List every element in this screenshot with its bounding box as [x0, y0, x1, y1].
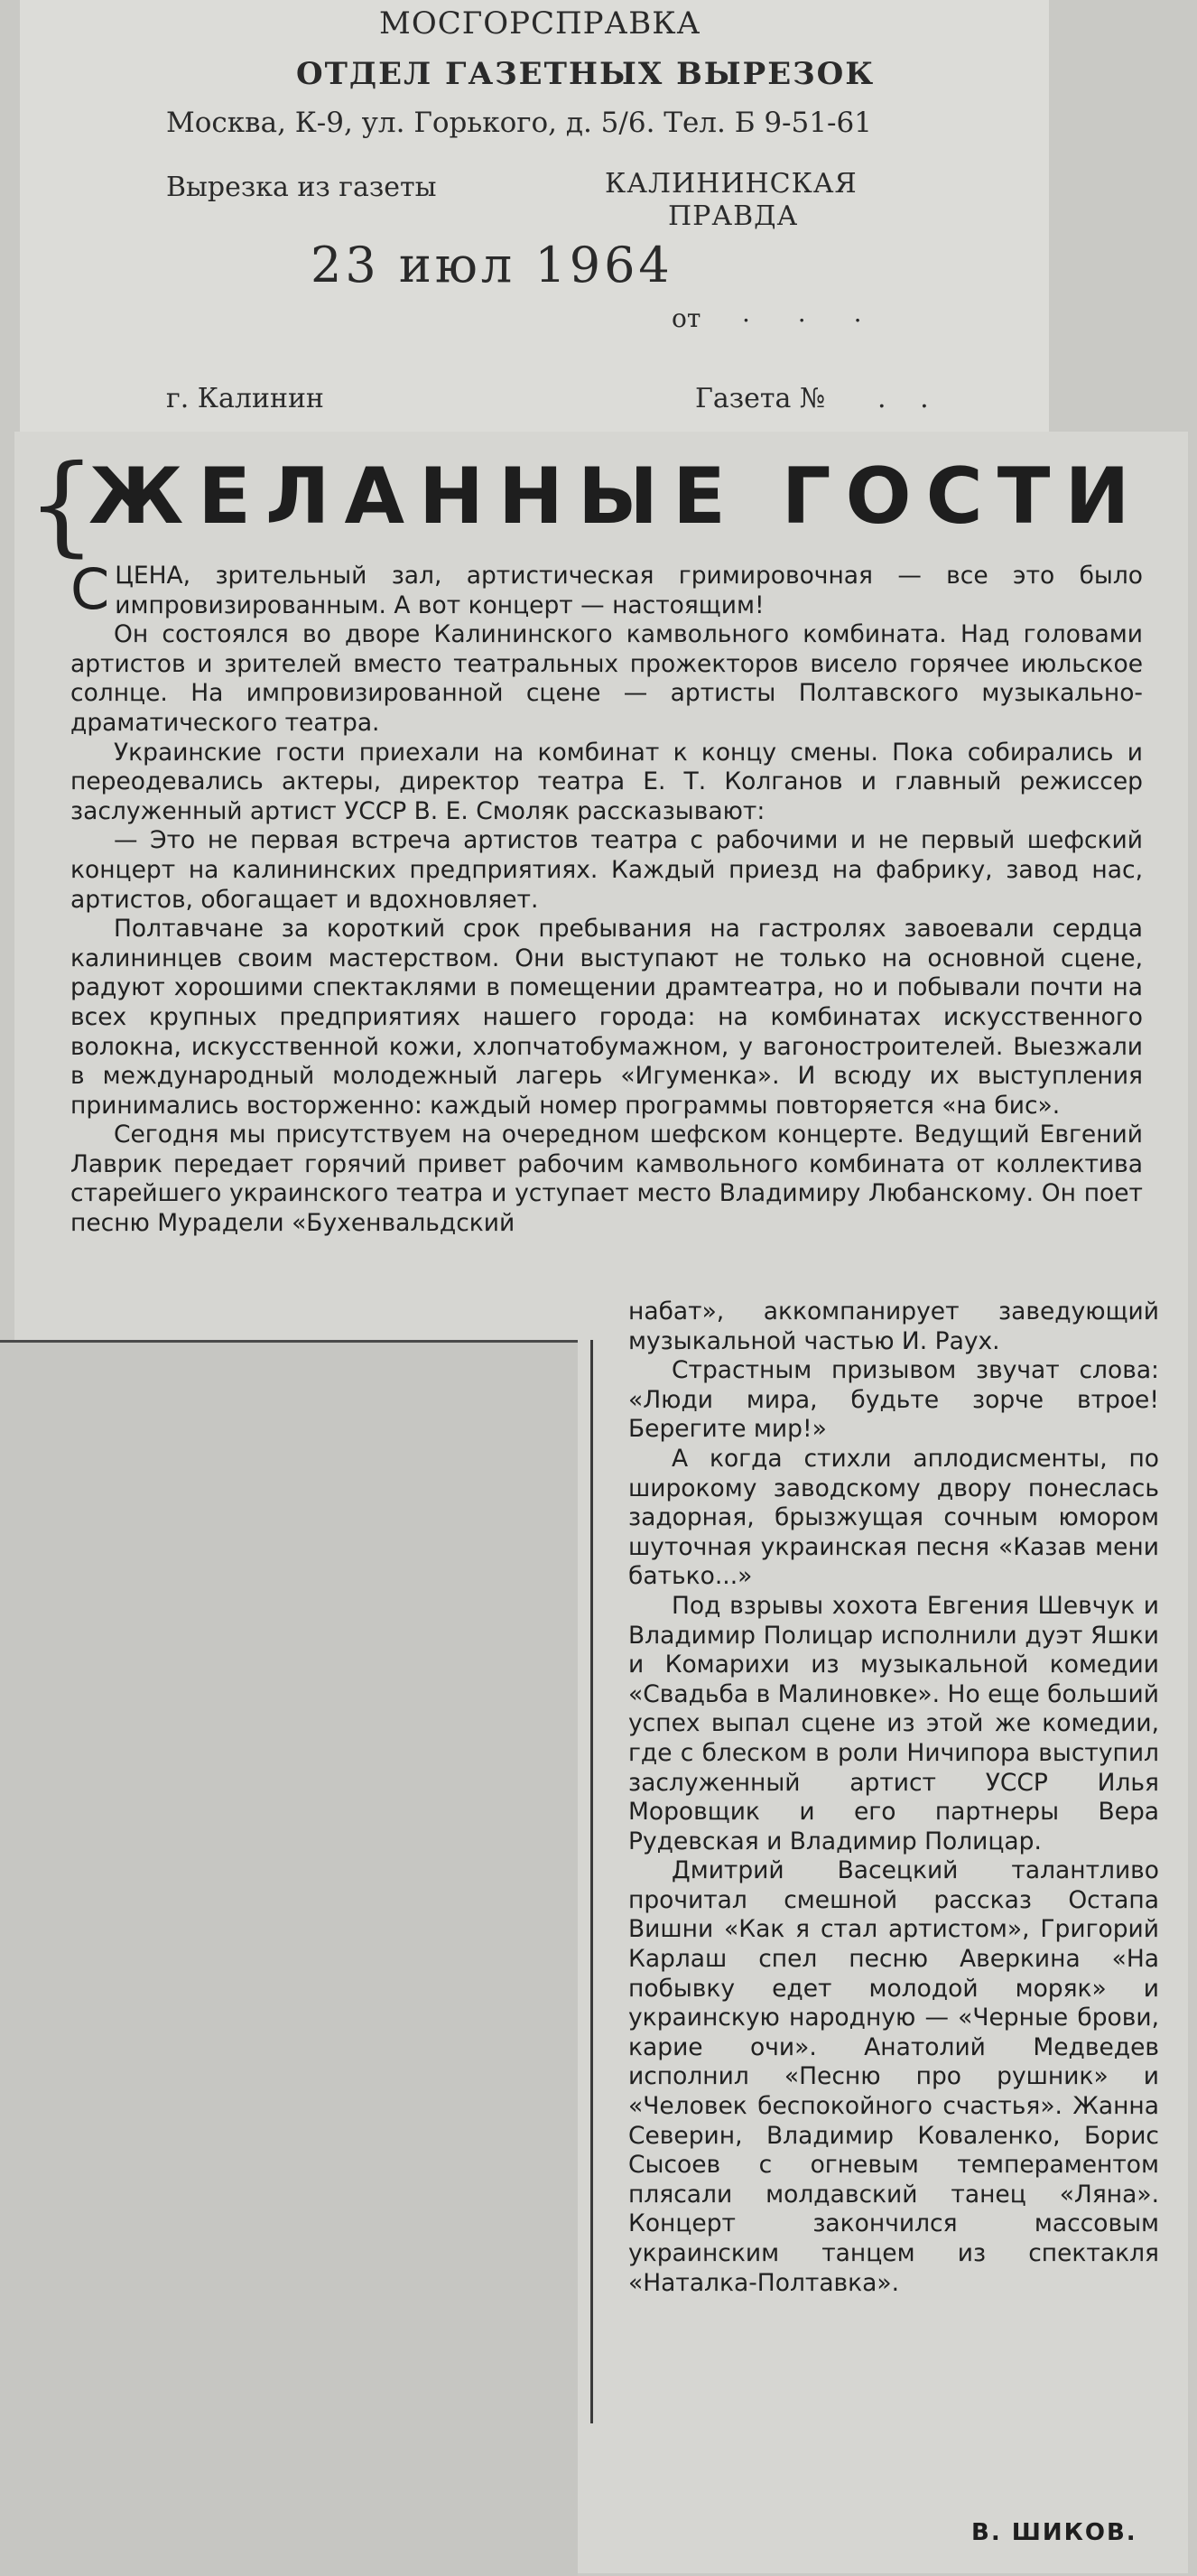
- date-stamp: 23 июл 1964: [311, 237, 673, 293]
- drop-cap: С: [70, 556, 110, 622]
- article-headline: ЖЕЛАННЫЕ ГОСТИ: [88, 451, 1145, 542]
- paragraph-4: — Это не первая встреча артистов театра с рабочими и не первый шефский концерт на калининских предприятиях. Каждый приезд на фабрику, завод нас, артистов, обогащает и вдохновляет.: [70, 826, 1143, 914]
- newspaper-name-line2: ПРАВДА: [668, 200, 799, 232]
- agency-name: МОСГОРСПРАВКА: [379, 5, 701, 42]
- department-name: ОТДЕЛ ГАЗЕТНЫХ ВЫРЕЗОК: [296, 56, 876, 92]
- paragraph-9: Под взрывы хохота Евгения Шевчук и Владимир Полицар исполнили дуэт Яшки и Комарихи из музыкальной комедии «Свадьба в Малиновке». Но еще больший успех выпал сцене из этой же комедии, где с блеском в роли Ничипора выступил заслуженный артист УССР Илья Моровщик и его партнеры Вера Рудевская и Владимир Полицар.: [628, 1591, 1159, 1855]
- article-body-wide: [70, 556, 1143, 1239]
- agency-address: Москва, К-9, ул. Горького, д. 5/6. Тел. Б 9-51-61: [166, 107, 872, 139]
- from-label: от: [672, 303, 701, 333]
- clipping-service-slip: [20, 0, 1049, 432]
- paragraph-10: Дмитрий Васецкий талантливо прочитал смешной рассказ Остапа Вишни «Как я стал артистом», Григорий Карлаш спел песню Аверкина «На побывку едет молодой моряк» и украинскую народную — «Черные брови, карие очи». Анатолий Медведев исполнил «Песню про рушник» и «Человек беспокойного счастья». Жанна Северин, Владимир Коваленко, Борис Сысоев с огневым темпераментом плясали молдавский танец «Ляна». Концерт закончился массовым украинским танцем из спектакля «Наталка-Полтавка».: [628, 1856, 1159, 2297]
- author-signature: В. ШИКОВ.: [971, 2519, 1137, 2546]
- paragraph-1: [70, 556, 1143, 622]
- article-body-column: [628, 1297, 1159, 2298]
- newspaper-name-line1: КАЛИНИНСКАЯ: [605, 168, 858, 200]
- cut-label: Вырезка из газеты: [166, 172, 437, 203]
- issue-label: Газета №: [695, 383, 826, 414]
- from-dots: . . .: [742, 298, 882, 328]
- paragraph-3: Украинские гости приехали на комбинат к концу смены. Пока собирались и переодевались актеры, директор театра Е. Т. Колганов и главный режиссер заслуженный артист УССР В. Е. Смоляк рассказывают:: [70, 738, 1143, 825]
- city-label: г. Калинин: [166, 383, 324, 414]
- paragraph-5: Полтавчане за короткий срок пребывания на гастролях завоевали сердца калининцев своим мастерством. Они выступают не только на основной сцене, радуют хорошими спектаклями в помещении драмтеатра, но и побывали почти на всех крупных предприятиях нашего города: на комбинатах искусственного волокна, искусственной кожи, хлопчатобумажном, у вагоностроителей. Выезжали в международный молодежный лагерь «Игуменка». И всюду их выступления принимались восторженно: каждый номер программы повторяется «на бис».: [70, 915, 1143, 1120]
- paragraph-6-continued: набат», аккомпанирует заведующий музыкальной частью И. Раух.: [628, 1297, 1159, 1355]
- column-rule: [590, 1340, 593, 2423]
- paragraph-7: Страстным призывом звучат слова: «Люди мира, будьте зорче втрое! Берегите мир!»: [628, 1356, 1159, 1444]
- blank-backing-area: [0, 1340, 578, 2576]
- paragraph-8: А когда стихли аплодисменты, по широкому заводскому двору понеслась задорная, брызжущая сочным юмором шуточная украинская песня «Казав мени батько...»: [628, 1444, 1159, 1591]
- issue-dots: . .: [877, 383, 942, 414]
- headline-bracket: {: [27, 442, 97, 568]
- paragraph-6: Сегодня мы присутствуем на очередном шефском концерте. Ведущий Евгений Лаврик передает горячий привет рабочим камвольного комбината от коллектива старейшего украинского театра и уступает место Владимиру Любанскому. Он поет песню Мурадели «Бухенвальдский: [70, 1121, 1143, 1238]
- paragraph-1-text: ЦЕНА, зрительный зал, артистическая гримировочная — все это было импровизированным. А вот концерт — настоящим!: [115, 562, 1143, 619]
- paragraph-2: Он состоялся во дворе Калининского камвольного комбината. Над головами артистов и зрителей вместо театральных прожекторов висело горячее июльское солнце. На импровизированной сцене — артисты Полтавского музыкально-драматического театра.: [70, 620, 1143, 737]
